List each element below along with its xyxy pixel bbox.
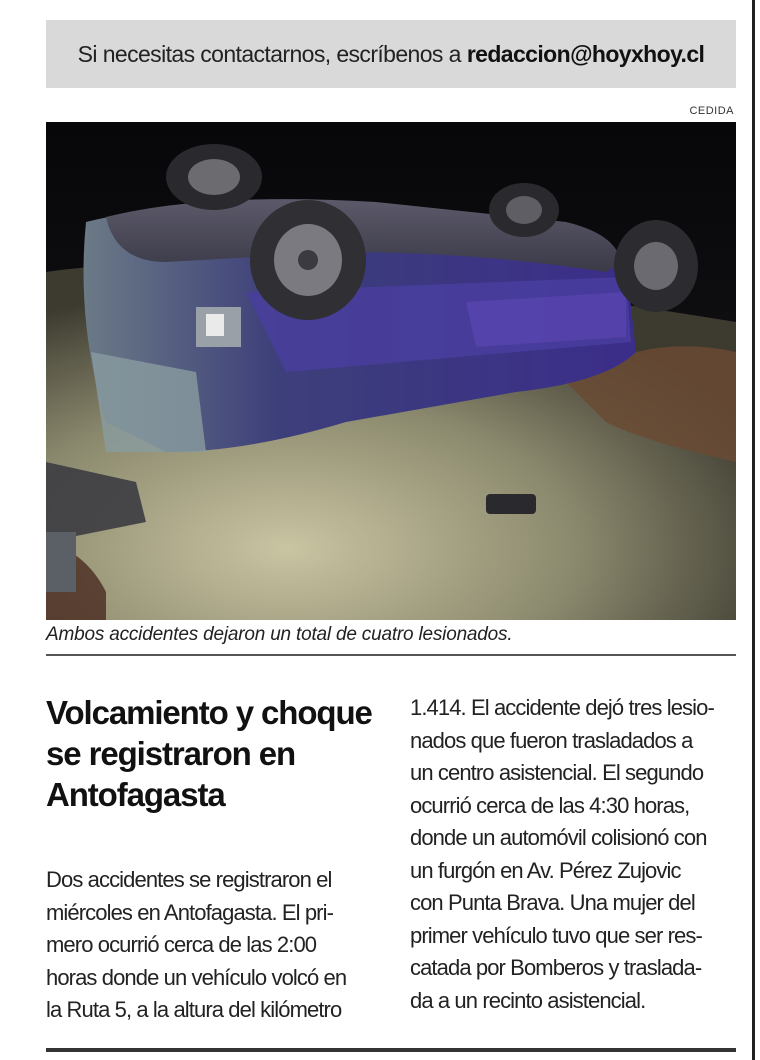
body-line: con Punta Brava. Una mujer del [410,890,695,915]
body-line: primer vehículo tuvo que ser res- [410,922,702,948]
wheel-rear-right [250,200,366,320]
bottom-divider [46,1048,736,1052]
body-line: da a un recinto asistencial. [410,987,646,1013]
body-line: un furgón en Av. Pérez Zujovic [410,857,681,883]
article-body-right [410,692,740,1017]
wheel-rear-left [166,144,262,210]
body-line: un centro asistencial. El segundo [410,760,704,785]
accident-photo [46,122,736,620]
body-line: horas donde un vehículo volcó en [46,964,347,990]
body-line: catada por Bomberos y traslada- [410,955,702,980]
wheel-front-left [489,183,559,237]
contact-banner [46,20,736,88]
column-rule [752,0,755,1060]
caption-divider [46,654,736,656]
body-line: 1.414. El accidente dejó tres lesio- [410,695,714,720]
contact-text: Si necesitas contactarnos, escríbenos a [77,40,461,67]
contact-email[interactable]: redaccion@hoyxhoy.cl [466,40,705,67]
headline-line: Volcamiento y choque [46,694,372,731]
headline-line: Antofagasta [46,776,225,813]
headline-line: se registraron en [46,735,296,772]
article-headline [46,692,376,815]
photo-caption: Ambos accidentes dejaron un total de cuatro lesionados. [46,624,513,645]
body-line: la Ruta 5, a la altura del kilómetro [46,997,342,1022]
photo-credit: CEDIDA [689,105,734,117]
body-line: donde un automóvil colisionó con [410,825,707,850]
article-body-left [46,864,376,1027]
body-line: ocurrió cerca de las 4:30 horas, [410,792,690,818]
wheel-front-right [614,220,698,312]
body-line: Dos accidentes se registraron el [46,867,332,892]
body-line: mero ocurrió cerca de las 2:00 [46,932,317,957]
body-line: nados que fueron trasladados a [410,727,693,753]
body-line: miércoles en Antofagasta. El pri- [46,899,334,925]
overturned-car-image [46,122,736,620]
